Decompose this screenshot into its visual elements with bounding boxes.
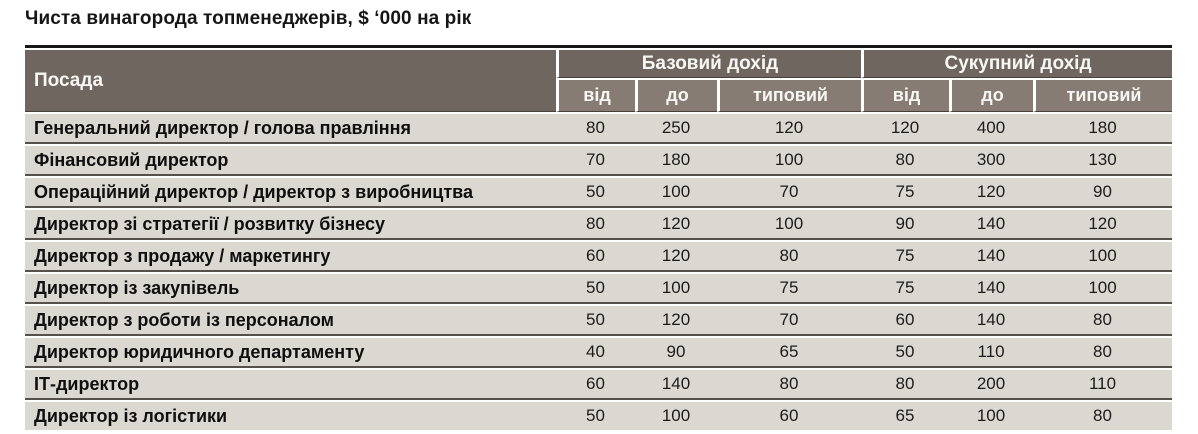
value-cell: 130 xyxy=(1033,146,1172,176)
value-cell: 100 xyxy=(1033,274,1172,304)
value-cell: 80 xyxy=(556,114,635,144)
value-cell: 120 xyxy=(861,114,949,144)
table-row xyxy=(25,242,1172,272)
value-cell: 80 xyxy=(717,242,861,272)
table-body xyxy=(25,114,1172,430)
column-header-base-from: від xyxy=(556,80,635,112)
value-cell: 90 xyxy=(861,210,949,240)
table-header xyxy=(25,50,1172,112)
table-row xyxy=(25,402,1172,430)
salary-table-container xyxy=(25,45,1172,432)
value-cell: 70 xyxy=(717,178,861,208)
value-cell: 110 xyxy=(1033,370,1172,400)
value-cell: 70 xyxy=(556,146,635,176)
position-cell: Директор юридичного департаменту xyxy=(25,338,556,368)
table-row xyxy=(25,178,1172,208)
value-cell: 100 xyxy=(717,146,861,176)
column-header-total-typical: типовий xyxy=(1033,80,1172,112)
table-row xyxy=(25,274,1172,304)
value-cell: 120 xyxy=(949,178,1033,208)
value-cell: 100 xyxy=(635,402,717,430)
value-cell: 65 xyxy=(861,402,949,430)
value-cell: 60 xyxy=(717,402,861,430)
value-cell: 50 xyxy=(861,338,949,368)
value-cell: 100 xyxy=(635,178,717,208)
value-cell: 400 xyxy=(949,114,1033,144)
value-cell: 50 xyxy=(556,402,635,430)
value-cell: 75 xyxy=(861,178,949,208)
value-cell: 120 xyxy=(635,210,717,240)
value-cell: 60 xyxy=(556,370,635,400)
value-cell: 60 xyxy=(556,242,635,272)
position-cell: Директор зі стратегії / розвитку бізнесу xyxy=(25,210,556,240)
value-cell: 100 xyxy=(717,210,861,240)
value-cell: 140 xyxy=(949,242,1033,272)
value-cell: 75 xyxy=(861,274,949,304)
table-row xyxy=(25,146,1172,176)
page-title: Чиста винагорода топменеджерів, $ ‘000 на рік xyxy=(25,8,472,29)
column-header-total-to: до xyxy=(949,80,1033,112)
table-row xyxy=(25,338,1172,368)
value-cell: 140 xyxy=(949,306,1033,336)
value-cell: 80 xyxy=(556,210,635,240)
value-cell: 180 xyxy=(635,146,717,176)
value-cell: 120 xyxy=(635,242,717,272)
value-cell: 40 xyxy=(556,338,635,368)
salary-table xyxy=(25,48,1172,432)
column-header-total-from: від xyxy=(861,80,949,112)
value-cell: 250 xyxy=(635,114,717,144)
position-cell: Директор з продажу / маркетингу xyxy=(25,242,556,272)
value-cell: 75 xyxy=(861,242,949,272)
value-cell: 300 xyxy=(949,146,1033,176)
value-cell: 60 xyxy=(861,306,949,336)
value-cell: 120 xyxy=(1033,210,1172,240)
value-cell: 50 xyxy=(556,274,635,304)
position-cell: Директор із закупівель xyxy=(25,274,556,304)
column-header-position: Посада xyxy=(25,50,556,112)
value-cell: 80 xyxy=(1033,402,1172,430)
value-cell: 90 xyxy=(1033,178,1172,208)
value-cell: 65 xyxy=(717,338,861,368)
value-cell: 80 xyxy=(861,370,949,400)
table-row xyxy=(25,370,1172,400)
value-cell: 80 xyxy=(1033,338,1172,368)
table-row xyxy=(25,114,1172,144)
column-header-base-to: до xyxy=(635,80,717,112)
value-cell: 90 xyxy=(635,338,717,368)
value-cell: 75 xyxy=(717,274,861,304)
position-cell: Фінансовий директор xyxy=(25,146,556,176)
group-header-total-income: Сукупний дохід xyxy=(861,50,1172,78)
value-cell: 140 xyxy=(635,370,717,400)
value-cell: 70 xyxy=(717,306,861,336)
position-cell: Директор із логістики xyxy=(25,402,556,430)
value-cell: 100 xyxy=(635,274,717,304)
value-cell: 180 xyxy=(1033,114,1172,144)
value-cell: 80 xyxy=(717,370,861,400)
value-cell: 140 xyxy=(949,274,1033,304)
position-cell: Директор з роботи із персоналом xyxy=(25,306,556,336)
value-cell: 50 xyxy=(556,306,635,336)
value-cell: 80 xyxy=(1033,306,1172,336)
group-header-base-income: Базовий дохід xyxy=(556,50,861,78)
value-cell: 140 xyxy=(949,210,1033,240)
value-cell: 50 xyxy=(556,178,635,208)
table-row xyxy=(25,210,1172,240)
position-cell: ІТ-директор xyxy=(25,370,556,400)
group-header-row xyxy=(25,50,1172,78)
value-cell: 120 xyxy=(635,306,717,336)
position-cell: Операційний директор / директор з виробництва xyxy=(25,178,556,208)
value-cell: 200 xyxy=(949,370,1033,400)
value-cell: 100 xyxy=(949,402,1033,430)
value-cell: 100 xyxy=(1033,242,1172,272)
column-header-base-typical: типовий xyxy=(717,80,861,112)
value-cell: 110 xyxy=(949,338,1033,368)
position-cell: Генеральний директор / голова правління xyxy=(25,114,556,144)
value-cell: 80 xyxy=(861,146,949,176)
value-cell: 120 xyxy=(717,114,861,144)
table-row xyxy=(25,306,1172,336)
